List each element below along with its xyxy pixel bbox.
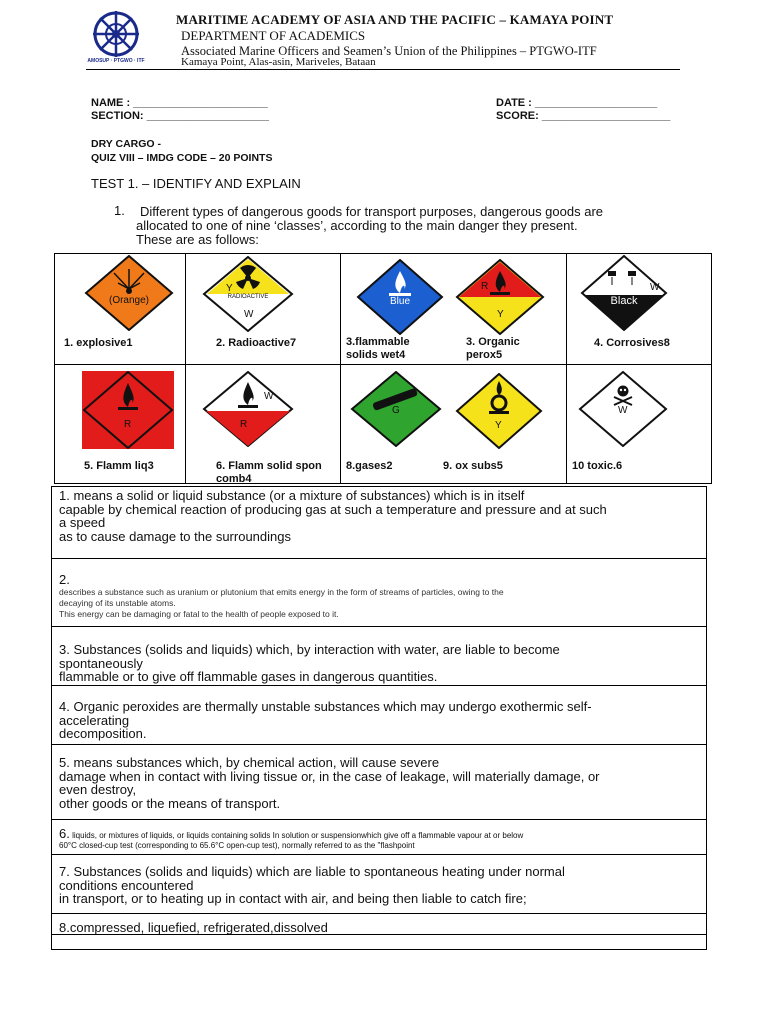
answer-7-line1: 7. Substances (solids and liquids) which are liable to spontaneous heating under normal xyxy=(59,864,565,879)
answer-8-line1: 8.compressed, liquefied, refrigerated,dissolved xyxy=(59,920,328,935)
logo-caption: AMOSUP · PTGWO · ITF xyxy=(87,58,145,64)
answer-2-number: 2. xyxy=(59,572,70,587)
organic-peroxide-label: 3. Organic perox5 xyxy=(466,336,520,361)
answer-row xyxy=(51,744,707,820)
gas-letter: G xyxy=(392,405,400,416)
answer-row xyxy=(51,854,707,914)
union-name: Associated Marine Officers and Seamen’s Union of the Philippines – PTGWO-ITF xyxy=(181,44,597,58)
answer-2-line3: This energy can be damaging or fatal to the health of people exposed to it. xyxy=(59,608,339,619)
spontaneous-bottom-letter: R xyxy=(240,419,248,430)
item-line1: Different types of dangerous goods for transport purposes, dangerous goods are xyxy=(140,204,603,219)
radioactive-top-letter: Y xyxy=(226,283,233,294)
flammable-liquid-label: 5. Flamm liq3 xyxy=(84,460,154,472)
corrosive-sign-color: Black xyxy=(610,295,638,307)
answer-4-line2: accelerating xyxy=(59,712,130,728)
dangerous-when-wet-sign xyxy=(356,259,444,335)
toxic-sign xyxy=(578,371,668,447)
answer-5-line2: damage when in contact with living tissue or, in the case of leakage, will materially damage, or xyxy=(59,768,600,784)
answer-row xyxy=(51,685,707,745)
radioactive-bottom-letter: W xyxy=(244,309,254,320)
radioactive-label: 2. Radioactive7 xyxy=(216,337,297,349)
test1-heading: TEST 1. – IDENTIFY AND EXPLAIN xyxy=(91,176,301,191)
name-field[interactable]: NAME : ______________________ xyxy=(91,97,268,109)
answer-6-line1: liquids, or mixtures of liquids, or liquids containing solids In solution or suspensionwhich give off a flammable vapour at or below xyxy=(69,831,524,840)
organic-peroxide-sign xyxy=(455,259,545,335)
wet-sign-color: Blue xyxy=(389,296,410,307)
grid-col-divider xyxy=(185,253,186,484)
academy-logo xyxy=(86,9,146,67)
answer-1-line2: capable by chemical reaction of producing gas at such a temperature and pressure and at such xyxy=(59,501,607,517)
answer-6-number: 6. xyxy=(59,826,70,841)
answer-7-line3: in transport, or to heating up in contact with air, and being then liable to catch fire; xyxy=(59,891,527,906)
grid-col-divider xyxy=(340,253,341,484)
department-name: DEPARTMENT OF ACADEMICS xyxy=(181,28,366,43)
answer-row xyxy=(51,486,707,559)
answer-6-line2: 60°C closed-cup test (corresponding to 65.6°C open-cup test), normally referred to as the "flashpoint xyxy=(59,840,415,850)
corrosive-letter: W xyxy=(650,282,660,293)
oxidizer-letter: Y xyxy=(495,420,502,431)
answer-3-line3: flammable or to give off flammable gases in dangerous quantities. xyxy=(59,669,438,684)
answer-1-line4: as to cause damage to the surroundings xyxy=(59,528,291,544)
spontaneous-top-letter: W xyxy=(264,391,274,402)
grid-col-divider xyxy=(566,253,567,484)
item-number: 1. xyxy=(114,203,125,218)
answer-4-line3: decomposition. xyxy=(59,726,147,741)
answer-2-line2: decaying of its unstable atoms. xyxy=(59,597,176,608)
address: Kamaya Point, Alas-asin, Mariveles, Bataan xyxy=(181,56,376,68)
answer-row xyxy=(51,558,707,627)
gases-label: 8.gases2 xyxy=(346,460,393,472)
oxidizer-label: 9. ox subs5 xyxy=(443,460,503,472)
answer-1-line1: 1. means a solid or liquid substance (or a mixture of substances) which is in itself xyxy=(59,488,525,503)
corrosive-label: 4. Corrosives8 xyxy=(594,337,670,349)
oxidizer-sign xyxy=(455,373,543,449)
score-field[interactable]: SCORE: _____________________ xyxy=(496,110,671,122)
answer-2-line1: describes a substance such as uranium or plutonium that emits energy in the form of streams of particles, owing to the xyxy=(59,586,504,597)
grid-row-divider xyxy=(54,364,712,365)
compressed-gas-sign xyxy=(350,371,442,447)
radioactive-inner-text: RADIOACTIVE xyxy=(227,294,269,300)
answer-5-line4: other goods or the means of transport. xyxy=(59,795,281,811)
answer-1-line3: a speed xyxy=(59,515,106,530)
section-field[interactable]: SECTION: ____________________ xyxy=(91,110,269,122)
answer-row xyxy=(51,819,707,855)
explosive-sign xyxy=(84,255,174,331)
item-line3: These are as follows: xyxy=(136,232,259,247)
quiz-title: QUIZ VIII – IMDG CODE – 20 POINTS xyxy=(91,152,273,164)
spontaneous-combustion-sign xyxy=(202,371,294,447)
answer-row xyxy=(51,626,707,686)
corrosive-sign xyxy=(580,255,668,331)
quiz-subject: DRY CARGO - xyxy=(91,138,162,150)
institution-name: MARITIME ACADEMY OF ASIA AND THE PACIFIC – KAMAYA POINT xyxy=(176,12,614,27)
answer-row-empty[interactable] xyxy=(51,934,707,950)
flammable-liquid-sign xyxy=(82,371,174,449)
toxic-label: 10 toxic.6 xyxy=(572,460,623,472)
answer-3-line1: 3. Substances (solids and liquids) which, by interaction with water, are liable to become xyxy=(59,642,560,657)
header-divider xyxy=(86,69,680,70)
peroxide-top-letter: R xyxy=(481,281,489,292)
flammable-solid-spon-label: 6. Flamm solid spon comb4 xyxy=(216,460,322,485)
flammable-liquid-letter: R xyxy=(124,419,132,430)
item-line2: allocated to one of nine ‘classes’, according to the main danger they present. xyxy=(136,218,578,233)
answer-5-line1: 5. means substances which, by chemical action, will cause severe xyxy=(59,755,440,770)
answer-5-line3: even destroy, xyxy=(59,782,137,797)
toxic-letter: W xyxy=(618,405,628,416)
explosive-label: 1. explosive1 xyxy=(64,337,133,349)
answer-4-line1: 4. Organic peroxides are thermally unstable substances which may undergo exothermic self- xyxy=(59,699,592,714)
answer-3-line2: spontaneously xyxy=(59,655,143,671)
answer-7-line2: conditions encountered xyxy=(59,877,194,893)
answer-row xyxy=(51,913,707,935)
date-field[interactable]: DATE : ____________________ xyxy=(496,97,658,109)
explosive-sign-color: (Orange) xyxy=(108,295,149,306)
peroxide-bottom-letter: Y xyxy=(497,309,504,320)
flammable-solids-wet-label: 3.flammable solids wet4 xyxy=(346,336,410,361)
radioactive-sign xyxy=(202,256,294,332)
